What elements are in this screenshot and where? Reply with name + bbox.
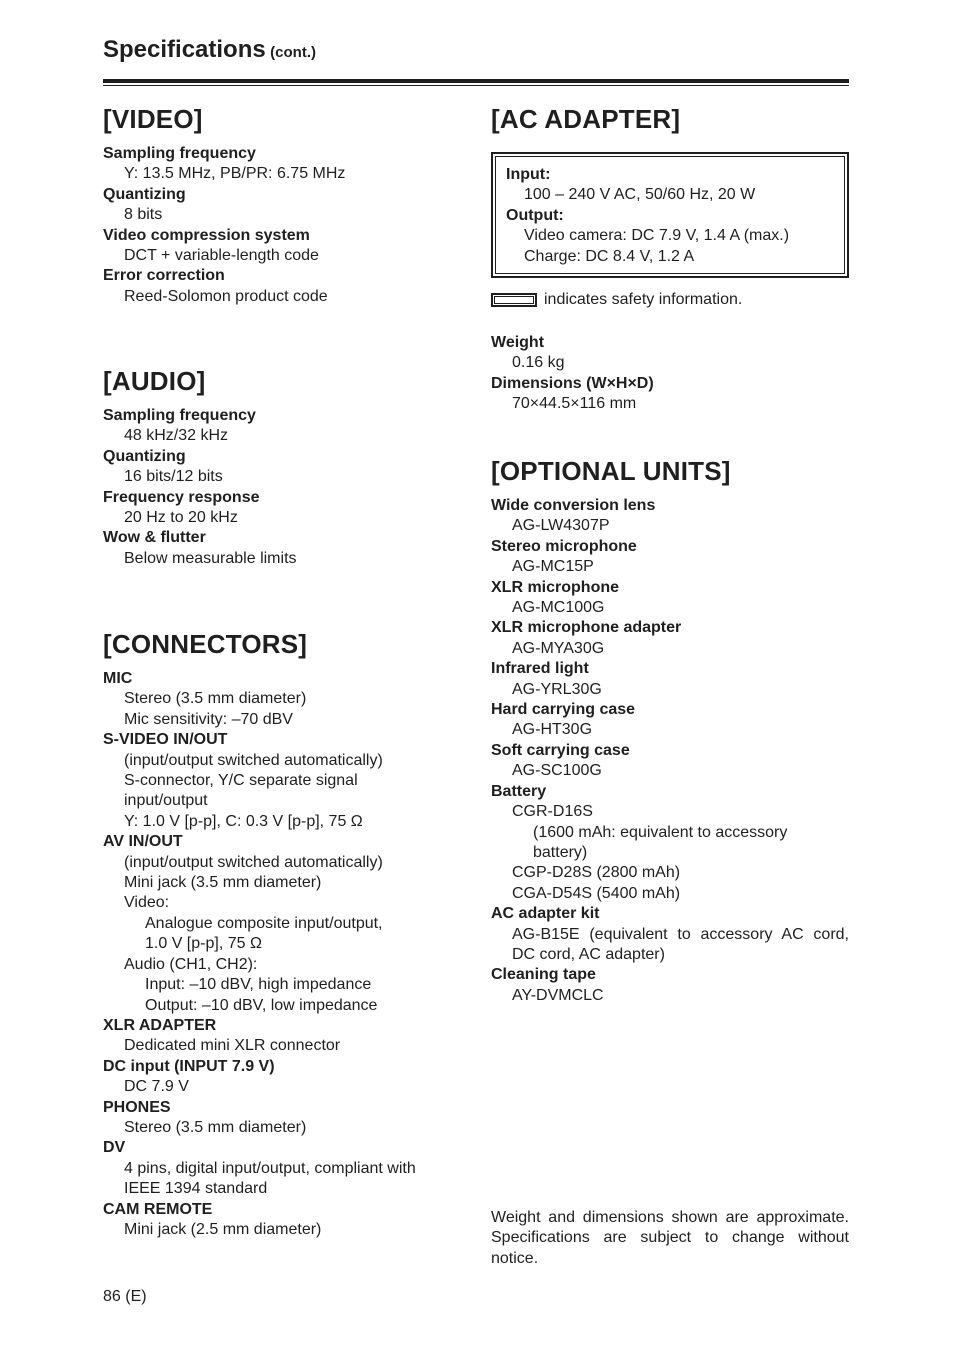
- spec-value: (input/output switched automatically): [124, 751, 383, 769]
- safety-legend-text: indicates safety information.: [544, 291, 743, 309]
- page-header: [103, 36, 316, 64]
- spec-label: Hard carrying case: [491, 701, 636, 719]
- spec-value: CGR-D16S: [512, 803, 593, 821]
- spec-value: Dedicated mini XLR connector: [124, 1037, 341, 1055]
- spec-label: Output:: [506, 206, 564, 224]
- spec-value: S-connector, Y/C separate signal: [124, 772, 358, 790]
- spec-value: 20 Hz to 20 kHz: [124, 509, 238, 527]
- spec-label: Wow & flutter: [103, 529, 206, 547]
- spec-value: 0.16 kg: [512, 354, 565, 372]
- spec-value: Mini jack (2.5 mm diameter): [124, 1220, 322, 1238]
- spec-label: Weight: [491, 334, 545, 352]
- spec-value: Mic sensitivity: –70 dBV: [124, 710, 293, 728]
- spec-label: Soft carrying case: [491, 741, 630, 759]
- spec-value: AG-B15E (equivalent to accessory AC cord, DC cord, AC adapter): [512, 925, 849, 963]
- spec-label: Cleaning tape: [491, 966, 596, 984]
- spec-value: 1.0 V [p-p], 75 Ω: [145, 935, 262, 953]
- spec-value: IEEE 1394 standard: [124, 1180, 268, 1198]
- spec-value: AG-MC15P: [512, 558, 594, 576]
- spec-label: Error correction: [103, 267, 225, 285]
- spec-label: Quantizing: [103, 447, 186, 465]
- spec-value: DC 7.9 V: [124, 1078, 189, 1096]
- spec-label: CAM REMOTE: [103, 1200, 213, 1218]
- spec-label: PHONES: [103, 1098, 171, 1116]
- header-rule-thin: [103, 85, 849, 86]
- spec-label: S-VIDEO IN/OUT: [103, 731, 228, 749]
- spec-value: Video:: [124, 894, 170, 912]
- page-title: Specifications: [103, 36, 266, 63]
- spec-label: Video compression system: [103, 226, 310, 244]
- spec-value: Stereo (3.5 mm diameter): [124, 690, 307, 708]
- spec-value: Charge: DC 8.4 V, 1.2 A: [524, 247, 695, 265]
- spec-label: Sampling frequency: [103, 407, 256, 424]
- spec-value: 48 kHz/32 kHz: [124, 427, 229, 445]
- disclaimer-note: Weight and dimensions shown are approximate. Specifications are subject to change without notice.: [491, 1209, 849, 1267]
- spec-label: Input:: [506, 166, 551, 183]
- spec-label: XLR microphone: [491, 578, 620, 596]
- safety-box-icon: [491, 293, 537, 307]
- spec-value: Y: 13.5 MHz, PB/PR: 6.75 MHz: [124, 165, 346, 183]
- audio-title: [AUDIO]: [103, 366, 206, 396]
- spec-label: AV IN/OUT: [103, 833, 183, 851]
- spec-value: CGP-D28S (2800 mAh): [512, 864, 681, 882]
- spec-value: Y: 1.0 V [p-p], C: 0.3 V [p-p], 75 Ω: [124, 812, 363, 830]
- spec-value: AG-SC100G: [512, 762, 602, 780]
- ac-adapter-section: [491, 104, 849, 415]
- spec-value: Analogue composite input/output,: [145, 914, 383, 932]
- spec-label: Sampling frequency: [103, 145, 256, 162]
- page-title-cont: (cont.): [270, 44, 316, 61]
- safety-legend: [491, 290, 849, 310]
- spec-label: MIC: [103, 670, 133, 687]
- spec-value: Below measurable limits: [124, 549, 297, 567]
- spec-value: AY-DVMCLC: [512, 986, 604, 1004]
- spec-value: 8 bits: [124, 206, 163, 224]
- spec-value: Audio (CH1, CH2):: [124, 955, 258, 973]
- spec-value: AG-HT30G: [512, 721, 593, 739]
- header-rule-thick: [103, 79, 849, 83]
- spec-value: AG-MC100G: [512, 599, 605, 617]
- spec-value: AG-YRL30G: [512, 680, 602, 698]
- spec-label: AC adapter kit: [491, 905, 600, 923]
- spec-value: DCT + variable-length code: [124, 247, 319, 265]
- video-section: [103, 104, 461, 307]
- spec-value: 100 – 240 V AC, 50/60 Hz, 20 W: [524, 186, 756, 204]
- spec-value: battery): [533, 843, 588, 861]
- spec-label: DC input (INPUT 7.9 V): [103, 1057, 275, 1075]
- spec-value: Video camera: DC 7.9 V, 1.4 A (max.): [524, 227, 790, 245]
- spec-label: Stereo microphone: [491, 537, 637, 555]
- spec-value: Mini jack (3.5 mm diameter): [124, 874, 322, 892]
- page-number: 86 (E): [103, 1288, 147, 1305]
- spec-value: CGA-D54S (5400 mAh): [512, 884, 681, 902]
- spec-label: XLR microphone adapter: [491, 619, 682, 637]
- spec-label: Wide conversion lens: [491, 497, 656, 514]
- spec-value: input/output: [124, 792, 208, 810]
- spec-label: Dimensions (W×H×D): [491, 374, 654, 392]
- spec-label: Infrared light: [491, 660, 589, 678]
- spec-label: Quantizing: [103, 185, 186, 203]
- spec-value: Stereo (3.5 mm diameter): [124, 1118, 307, 1136]
- optional-units-section: [491, 456, 849, 1006]
- spec-value: 16 bits/12 bits: [124, 468, 223, 486]
- connectors-title: [CONNECTORS]: [103, 629, 308, 659]
- spec-label: Frequency response: [103, 488, 260, 506]
- spec-value: 70×44.5×116 mm: [512, 395, 637, 413]
- spec-value: AG-MYA30G: [512, 639, 605, 657]
- spec-value: Input: –10 dBV, high impedance: [145, 976, 372, 994]
- spec-value: 4 pins, digital input/output, compliant with: [124, 1159, 416, 1177]
- spec-label: DV: [103, 1139, 126, 1157]
- ac-adapter-title: [AC ADAPTER]: [491, 104, 681, 134]
- spec-value: (1600 mAh: equivalent to accessory: [533, 823, 788, 841]
- optional-units-title: [OPTIONAL UNITS]: [491, 456, 731, 486]
- spec-value: AG-LW4307P: [512, 517, 610, 535]
- spec-label: XLR ADAPTER: [103, 1016, 217, 1034]
- connectors-section: [103, 629, 461, 1240]
- video-title: [VIDEO]: [103, 104, 203, 134]
- spec-value: (input/output switched automatically): [124, 853, 383, 871]
- audio-section: [103, 366, 461, 569]
- spec-value: Output: –10 dBV, low impedance: [145, 996, 378, 1014]
- safety-box: [491, 152, 849, 278]
- spec-label: Battery: [491, 782, 547, 800]
- spec-value: Reed-Solomon product code: [124, 287, 328, 305]
- safety-box-inner: [495, 156, 845, 274]
